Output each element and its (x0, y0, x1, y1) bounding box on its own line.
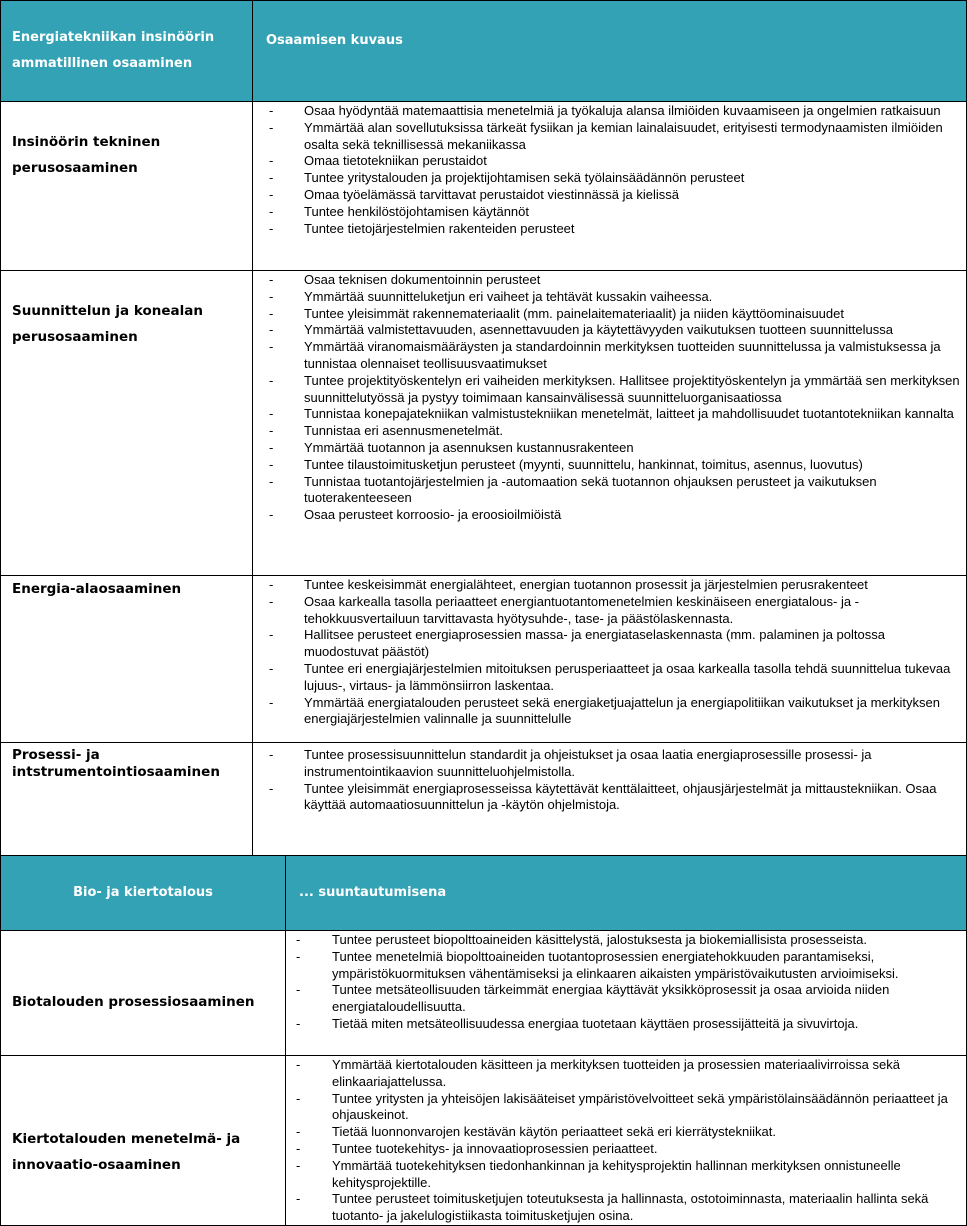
list-item: - Ymmärtää valmistettavuuden, asennettavuuden ja käytettävyyden vaikutuksen tuotteen suunnittelussa (269, 322, 893, 338)
header-cell-orientation (1, 856, 286, 931)
row-items-cell (253, 271, 967, 576)
row-items-cell (286, 931, 967, 1056)
list-item: - Tuntee yleisimmät rakennemateriaalit (mm. painelaitemateriaalit) ja niiden käyttöominaisuudet (269, 305, 844, 321)
list-item: - Tuntee tietojärjestelmien rakenteiden perusteet (269, 220, 575, 236)
list-item: - Osaa hyödyntää matemaattisia menetelmiä ja työkaluja alansa ilmiöiden kuvaamiseen ja ongelmien ratkaisuun (269, 103, 941, 118)
row-label-cell (1, 102, 253, 271)
list-item: - Omaa työelämässä tarvittavat perustaidot viestinnässä ja kielissä (269, 186, 680, 202)
header-competence-line1: Energiatekniikan insinöörin (12, 30, 215, 45)
list-item: - Tuntee perusteet toimitusketjujen toteutuksesta ja hallinnasta, ostotoiminnasta, materiaalin hallinta sekä tuotanto- ja jakelulogistiikasta toimitusketjujen osina. (296, 1191, 929, 1224)
header-description-label: Osaamisen kuvaus (266, 33, 403, 48)
list-item: - Ymmärtää tuotannon ja asennuksen kustannusrakenteen (269, 439, 634, 455)
list-item: - Tuntee tilaustoimitusketjun perusteet (myynti, suunnittelu, hankinnat, toimitus, asennus, luovutus) (269, 456, 863, 472)
table-header-row (1, 1, 967, 102)
list-item: - Tuntee perusteet biopolttoaineiden käsittelystä, jalostuksesta ja biokemiallisista prosesseista. (296, 932, 867, 947)
row-items-cell (253, 743, 967, 856)
row-items-cell (253, 576, 967, 743)
list-item: - Osaa perusteet korroosio- ja eroosioilmiöistä (269, 507, 562, 523)
row-label-line2: innovaatio-osaaminen (12, 1156, 181, 1173)
row-label-line2: perusosaaminen (12, 160, 138, 176)
list-item: - Ymmärtää energiatalouden perusteet sekä energiaketjuajattelun ja energiapolitiikan vaikutukset ja merkityksen energiajärjestelmien valinnalle ja suunnittelulle (269, 694, 940, 727)
list-item: - Tunnistaa eri asennusmenetelmät. (269, 423, 503, 439)
table-row (1, 102, 967, 271)
competence-list (253, 102, 966, 237)
list-item: - Tuntee tuotekehitys- ja innovaatioprosessien periaatteet. (296, 1140, 658, 1156)
header-orientation-label: Bio- ja kiertotalous (73, 885, 213, 900)
competence-list (286, 931, 966, 1033)
row-label-cell (1, 271, 253, 576)
table-header-row (1, 856, 967, 931)
list-item: - Ymmärtää alan sovellutuksissa tärkeät fysiikan ja kemian lainalaisuudet, erityisesti termodynaamisten ilmiöiden osalta sekä teknillisessä mekaniikassa (269, 119, 943, 152)
row-items-cell (286, 1056, 967, 1226)
list-item: - Omaa tietotekniikan perustaidot (269, 153, 487, 169)
list-item: - Tuntee keskeisimmät energialähteet, energian tuotannon prosessit ja järjestelmien perusrakenteet (269, 577, 868, 592)
list-item: - Tuntee henkilöstöjohtamisen käytännöt (269, 203, 529, 219)
list-item: - Tuntee prosessisuunnittelun standardit ja ohjeistukset ja osaa laatia energiaprosessille prosessi- ja instrumentointikaavion suunnitteluohjelmistolla. (269, 747, 872, 779)
table-row (1, 743, 967, 856)
list-item: - Ymmärtää viranomaismääräysten ja standardoinnin merkityksen tuotteiden suunnittelussa ja valmistuksessa ja tunnistaa olennaiset teollisuusvaatimukset (269, 339, 941, 371)
list-item: - Tietää miten metsäteollisuudessa energiaa tuotetaan käyttäen prosessijätteitä ja sivuvirtoja. (296, 1015, 859, 1031)
list-item: - Tuntee yritysten ja yhteisöjen lakisääteiset ympäristövelvoitteet sekä ympäristölainsäädännön periaatteet ja ohjauskeinot. (296, 1090, 948, 1123)
row-label-cell (1, 1056, 286, 1226)
list-item: - Ymmärtää suunnitteluketjun eri vaiheet ja tehtävät kussakin vaiheessa. (269, 288, 713, 304)
list-item: - Tuntee metsäteollisuuden tärkeimmät energiaa käyttävät yksikköprosessit ja osaa arvioida niiden energiataloudellisuutta. (296, 982, 890, 1015)
competence-list (253, 576, 966, 728)
competence-list (286, 1056, 966, 1225)
header-suffix-label: ... suuntautumisena (299, 885, 447, 900)
row-label-line2: perusosaaminen (12, 329, 138, 345)
list-item: - Tuntee yritystalouden ja projektijohtamisen sekä työlainsäädännön perusteet (269, 170, 745, 186)
header-cell-description (253, 1, 967, 102)
table-row (1, 1056, 967, 1226)
row-label-cell (1, 743, 253, 856)
list-item: - Tietää luonnonvarojen kestävän käytön periaatteet sekä eri kierrätystekniikat. (296, 1124, 776, 1140)
orientation-table (0, 855, 967, 1226)
row-label-line1: Energia-alaosaaminen (12, 581, 182, 597)
list-item: - Osaa teknisen dokumentoinnin perusteet (269, 272, 541, 287)
list-item: - Hallitsee perusteet energiaprosessien massa- ja energiataselaskennasta (mm. palaminen ja poltossa muodostuvat päästöt) (269, 627, 885, 660)
table-row (1, 931, 967, 1056)
table-row (1, 271, 967, 576)
list-item: - Tuntee projektityöskentelyn eri vaiheiden merkityksen. Hallitsee projektityöskentelyn ja ymmärtää sen merkityksen suunnittelutyössä ja pystyy toimimaan kansainvälisessä suunnitteluorganisaatiossa (269, 372, 960, 405)
row-label-line2: intstrumentointiosaaminen (12, 764, 220, 780)
list-item: - Osaa karkealla tasolla periaatteet energiantuotantomenetelmien keskinäiseen energiatalous- ja -tehokkuusvertailuun tarvittavasta hyötysuhde-, tase- ja päästölaskennasta. (269, 593, 860, 626)
row-label-line1: Suunnittelun ja konealan (12, 303, 203, 319)
table-row (1, 576, 967, 743)
list-item: - Tuntee eri energiajärjestelmien mitoituksen perusperiaatteet ja osaa karkealla tasolla tehdä suunnittelua tukevaa lujuus-, virtaus- ja lämmönsiirron laskentaa. (269, 660, 951, 693)
row-label-line1: Prosessi- ja (12, 747, 100, 763)
list-item: - Ymmärtää kiertotalouden käsitteen ja merkityksen tuotteiden ja prosessien materiaalivirroissa sekä elinkaariajattelussa. (296, 1057, 900, 1089)
row-label-cell (1, 931, 286, 1056)
row-label-cell (1, 576, 253, 743)
row-label-line1: Insinöörin tekninen (12, 134, 161, 150)
header-competence-line2: ammatillinen osaaminen (12, 56, 193, 71)
list-item: - Tunnistaa konepajatekniikan valmistustekniikan menetelmät, laitteet ja mahdollisuudet tuotantotekniikan kannalta (269, 406, 954, 422)
list-item: - Tunnistaa tuotantojärjestelmien ja -automaation sekä tuotannon ohjauksen perusteet ja vaikutuksen tuoterakenteeseen (269, 473, 877, 506)
list-item: - Tuntee yleisimmät energiaprosesseissa käytettävät kenttälaitteet, ohjausjärjestelmät ja mittaustekniikan. Osaa käyttää automaatiosuunnittelun ja -käytön ohjelmistoja. (269, 780, 937, 813)
competence-list (253, 271, 966, 524)
header-cell-suffix (286, 856, 967, 931)
header-cell-competence (1, 1, 253, 102)
row-label-line1: Biotalouden prosessiosaaminen (12, 994, 255, 1010)
row-label-line1: Kiertotalouden menetelmä- ja (12, 1130, 241, 1147)
list-item: - Tuntee menetelmiä biopolttoaineiden tuotantoprosessien energiatehokkuuden parantamiseksi, ympäristökuormituksen vähentämiseksi ja elinkaaren aikaisten ympäristövaikutusten arvioimiseksi. (296, 948, 899, 981)
row-items-cell (253, 102, 967, 271)
list-item: - Ymmärtää tuotekehityksen tiedonhankinnan ja kehitysprojektin hallinnan merkityksen onnistuneelle kehitysprojektille. (296, 1157, 901, 1190)
competence-list (253, 743, 966, 814)
